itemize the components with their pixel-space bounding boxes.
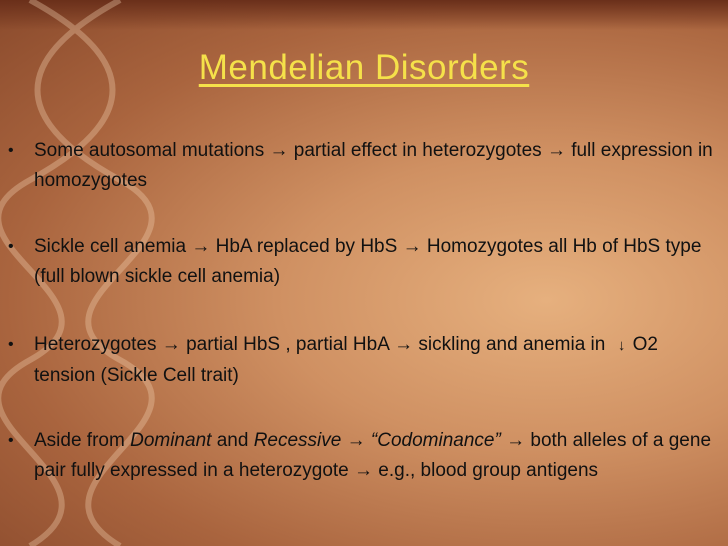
bullet-text: HbA replaced by HbS [210,236,403,257]
bullet-item [8,330,720,391]
bullet-item [8,426,720,486]
bullet-icon: • [8,336,14,353]
bullet-text: sickling and anemia in [413,334,611,355]
right-arrow-icon: → [506,430,526,451]
bullet-text: Aside from [34,430,131,451]
right-arrow-icon: → [191,236,211,257]
right-arrow-icon: → [269,140,289,161]
bullet-text: O2 tension (Sickle Cell trait) [34,334,658,386]
bullet-text: Heterozygotes [34,334,162,355]
codominance-term: “Codominance” [370,430,501,451]
bullet-icon: • [8,432,14,449]
bullet-text: partial effect in heterozygotes [288,140,547,161]
bullet-text: full expression in homozygotes [34,140,713,191]
recessive-term: Recessive [253,430,342,451]
bullet-item [8,232,720,292]
down-arrow-icon: ↓ [617,337,626,354]
bullet-item [8,136,720,196]
bullet-icon: • [8,142,14,159]
right-arrow-icon: → [402,236,422,257]
bullet-text: Some autosomal mutations [34,140,270,161]
right-arrow-icon: → [354,460,374,481]
bullet-text: and [211,430,254,451]
bullet-text: both alleles of a gene pair fully expressed in a heterozygote [34,430,712,481]
right-arrow-icon: → [546,140,566,161]
right-arrow-icon: → [346,430,366,451]
bullet-text: Sickle cell anemia [34,236,192,257]
slide-title: Mendelian Disorders [198,48,530,87]
bullet-icon: • [8,238,14,255]
bullet-text: e.g., blood group antigens [373,460,599,481]
dominant-term: Dominant [130,430,212,451]
right-arrow-icon: → [161,334,181,355]
bullet-text: Homozygotes all Hb of HbS type (full blown sickle cell anemia) [34,236,702,287]
bullet-text: partial HbS , partial HbA [180,334,395,355]
right-arrow-icon: → [394,334,414,355]
